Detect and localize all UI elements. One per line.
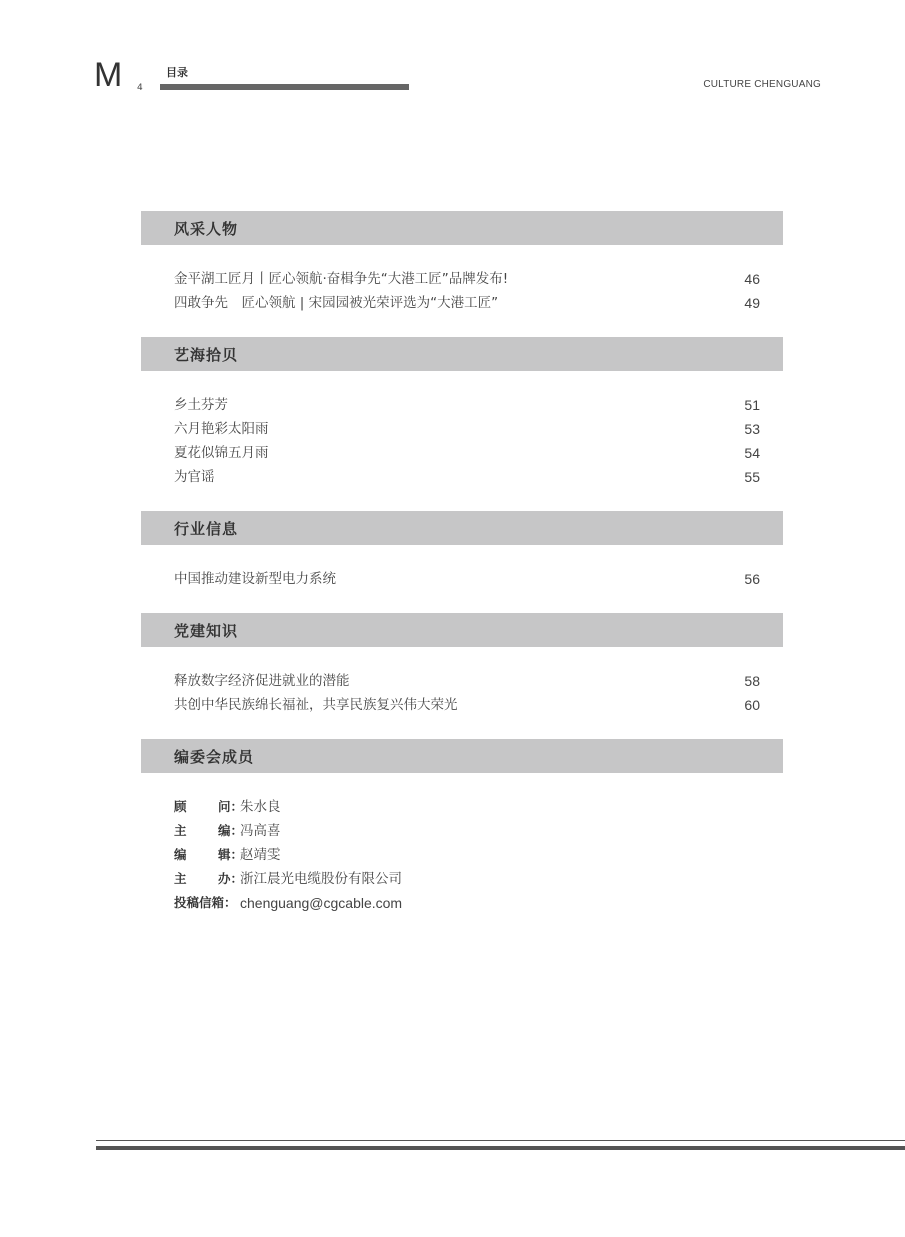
header-bar	[160, 84, 409, 90]
section-dangjian	[141, 613, 783, 739]
table-of-contents	[141, 211, 783, 937]
toc-entry-page: 53	[744, 421, 760, 437]
toc-entry-title: 释放数字经济促进就业的潜能	[174, 673, 350, 689]
toc-entry-page: 58	[744, 673, 760, 689]
editorial-value: 冯高喜	[240, 823, 281, 839]
section-hangye	[141, 511, 783, 613]
toc-entry-page: 46	[744, 271, 760, 287]
toc-entry[interactable]	[174, 693, 760, 717]
toc-entry-page: 49	[744, 295, 760, 311]
toc-entry[interactable]	[174, 267, 760, 291]
section-heading: 艺海拾贝	[141, 337, 783, 371]
toc-entry[interactable]	[174, 417, 760, 441]
editorial-label: 投稿信箱：	[174, 895, 237, 910]
toc-entry-page: 54	[744, 445, 760, 461]
toc-entry[interactable]	[174, 393, 760, 417]
section-yihai	[141, 337, 783, 511]
editorial-label: 顾 问：	[174, 799, 244, 814]
toc-entry[interactable]	[174, 441, 760, 465]
toc-entry[interactable]	[174, 567, 760, 591]
section-items	[141, 545, 783, 613]
editorial-row	[174, 843, 760, 867]
editorial-label: 主 办：	[174, 871, 244, 886]
toc-entry-title: 中国推动建设新型电力系统	[174, 571, 336, 587]
toc-entry-title: 夏花似锦五月雨	[174, 445, 269, 461]
editorial-row	[174, 867, 760, 891]
toc-entry-title: 乡土芬芳	[174, 397, 228, 413]
footer-rule-thin	[96, 1140, 905, 1141]
section-items	[141, 371, 783, 511]
toc-entry-page: 51	[744, 397, 760, 413]
editorial-label: 编 辑：	[174, 847, 244, 862]
editorial-value: 浙江晨光电缆股份有限公司	[240, 871, 402, 887]
section-heading: 党建知识	[141, 613, 783, 647]
editorial-row	[174, 891, 760, 915]
toc-entry-title: 为官谣	[174, 469, 215, 485]
section-heading: 风采人物	[141, 211, 783, 245]
toc-entry[interactable]	[174, 465, 760, 489]
toc-entry-page: 55	[744, 469, 760, 485]
footer-rule-thick	[96, 1146, 905, 1150]
section-items	[141, 245, 783, 337]
magazine-name: CULTURE CHENGUANG	[703, 79, 821, 90]
toc-entry[interactable]	[174, 669, 760, 693]
toc-entry-title: 金平湖工匠月丨匠心领航·奋楫争先“大港工匠”品牌发布!	[174, 271, 509, 287]
editorial-value: 朱水良	[240, 799, 281, 815]
magazine-letter: M	[94, 56, 123, 94]
toc-entry-title: 四敢争先 匠心领航 | 宋园园被光荣评选为“大港工匠”	[174, 295, 499, 311]
editorial-row	[174, 795, 760, 819]
section-heading: 行业信息	[141, 511, 783, 545]
toc-entry-title: 六月艳彩太阳雨	[174, 421, 269, 437]
section-items	[141, 647, 783, 739]
page-title: 目录	[166, 66, 188, 79]
toc-entry[interactable]	[174, 291, 760, 315]
toc-entry-title: 共创中华民族绵长福祉，共享民族复兴伟大荣光	[174, 697, 458, 713]
section-fengcai	[141, 211, 783, 337]
page-number: 4	[137, 83, 143, 93]
editorial-row	[174, 819, 760, 843]
toc-entry-page: 60	[744, 697, 760, 713]
section-heading: 编委会成员	[141, 739, 783, 773]
contact-email[interactable]: chenguang@cgcable.com	[240, 895, 403, 911]
editorial-label: 主 编：	[174, 823, 244, 838]
editorial-value: 赵靖雯	[240, 847, 281, 863]
toc-entry-page: 56	[744, 571, 760, 587]
editorial-list	[141, 773, 783, 937]
section-editorial	[141, 739, 783, 937]
